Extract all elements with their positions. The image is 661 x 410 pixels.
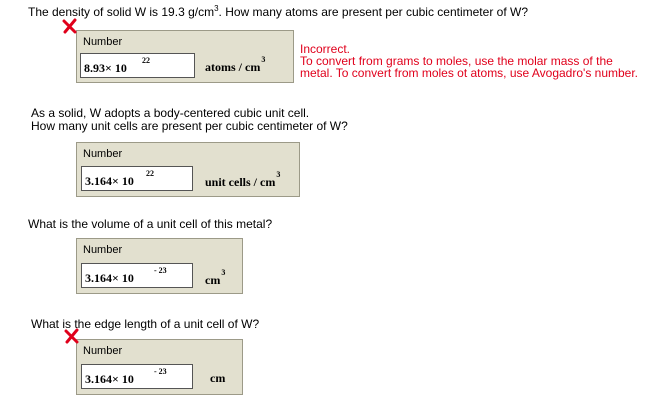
answer-input-4[interactable]: 3.164× 10 - 23 xyxy=(81,364,193,389)
unit-label-2: unit cells / cm 3 xyxy=(205,170,281,189)
x-mark-icon xyxy=(64,328,80,344)
answer-panel-4 xyxy=(76,339,243,395)
answer-input-2[interactable]: 3.164× 10 22 xyxy=(81,166,193,191)
feedback-message: Incorrect. To convert from grams to moles, use the molar mass of the metal. To convert from moles ot atoms, use Avogadro's number. xyxy=(300,42,639,80)
answer-panel-1 xyxy=(76,30,294,83)
answer-panel-3 xyxy=(76,238,243,294)
unit-label-1: atoms / cm 3 xyxy=(205,55,266,74)
number-label: Number xyxy=(83,36,123,48)
answer-input-1[interactable]: 8.93× 10 22 xyxy=(80,53,195,78)
unit-label-3: cm 3 xyxy=(205,268,226,287)
question-4-text: What is the edge length of a unit cell of W? xyxy=(31,317,260,331)
question-1-text: The density of solid W is 19.3 $g/cm^3$. How many atoms are present per cubic centimeter of W? xyxy=(28,4,528,19)
unit-label-4: cm xyxy=(210,371,226,385)
number-label: Number xyxy=(83,148,123,160)
question-3-text: What is the volume of a unit cell of this metal? xyxy=(28,217,273,231)
number-label: Number xyxy=(83,244,123,256)
number-label: Number xyxy=(83,345,123,357)
question-2-text: As a solid, W adopts a body-centered cubic unit cell. How many unit cells are present per cubic centimeter of W? xyxy=(31,106,348,133)
x-mark-icon xyxy=(62,18,78,34)
answer-panel-2 xyxy=(76,142,300,197)
answer-input-3[interactable]: 3.164× 10 - 23 xyxy=(81,263,193,288)
